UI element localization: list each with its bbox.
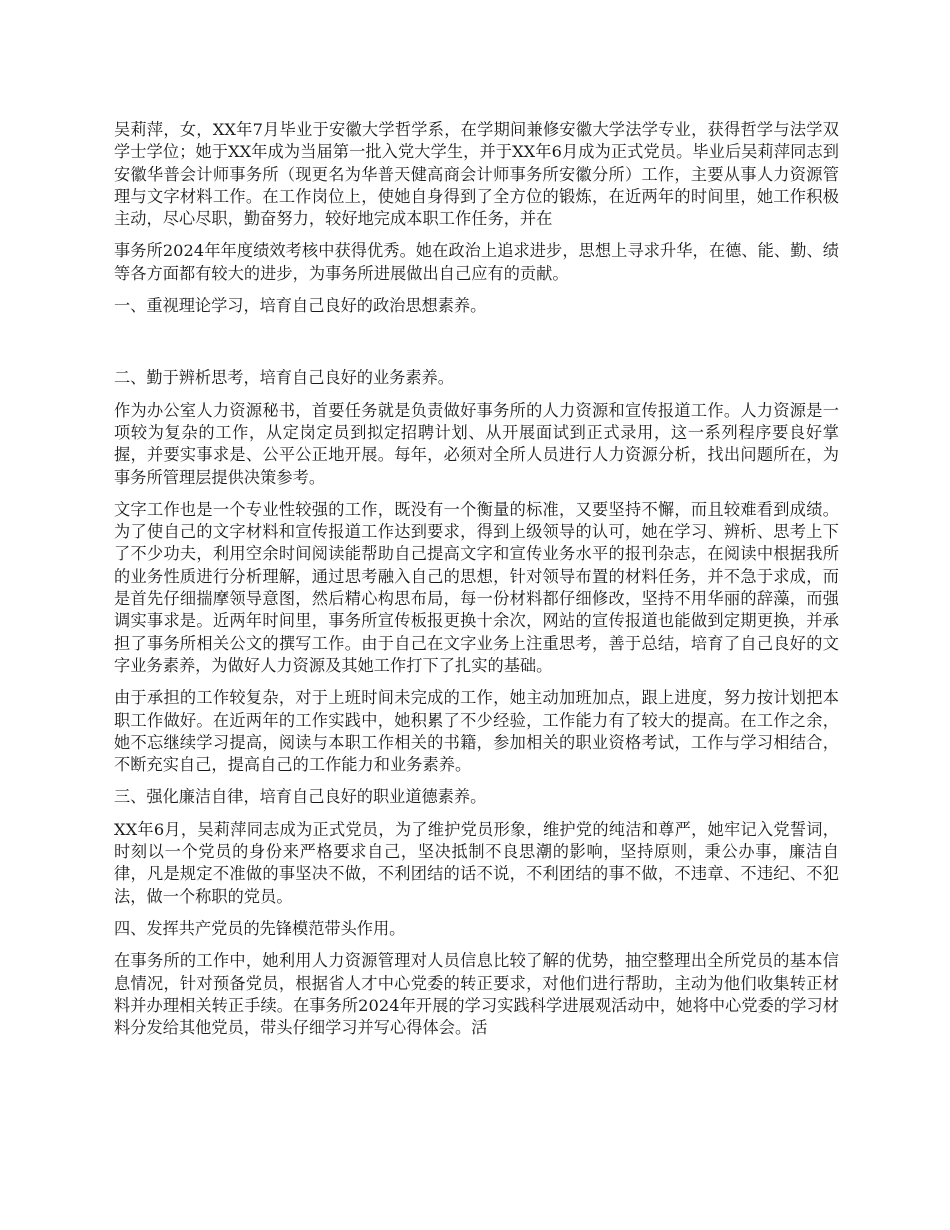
section-heading-4: 四、发挥共产党员的先锋模范带头作用。	[114, 918, 406, 938]
party-member-paragraph: XX年6月，吴莉萍同志成为正式党员，为了维护党员形象，维护党的纯洁和尊严，她牢记入党誓词，时刻以一个党员的身份来严格要求自己，坚决抵制不良思潮的影响，坚持原则，秉公办事，廉洁自律，凡是规定不准做的事坚决不做，不利团结的话不说，不利团结的事不做，不违章、不违纪、不犯法，做一个称职的党员。	[114, 819, 839, 906]
section-heading-2: 二、勤于辨析思考，培育自己良好的业务素养。	[114, 368, 454, 388]
blank-spacer	[114, 327, 839, 367]
vanguard-paragraph: 在事务所的工作中，她利用人力资源管理对人员信息比较了解的优势，抽空整理出全所党员的基本信息情况，针对预备党员，根据省人才中心党委的转正要求，对他们进行帮助，主动为他们收集转正材料并办理相关转正手续。在事务所2024年开展的学习实践科学进展观活动中，她将中心党委的学习材料分发给其他党员，带头仔细学习并写心得体会。活	[114, 951, 839, 1038]
intro-paragraph: 吴莉萍，女，XX年7月毕业于安徽大学哲学系，在学期间兼修安徽大学法学专业，获得哲学与法学双学士学位；她于XX年成为当届第一批入党大学生，并于XX年6月成为正式党员。毕业后吴莉萍同志到安徽华普会计师事务所（现更名为华普天健高商会计师事务所安徽分所）工作，主要从事人力资源管理与文字材料工作。在工作岗位上，使她自身得到了全方位的锻炼，在近两年的时间里，她工作积极主动，尽心尽职，勤奋努力，较好地完成本职工作任务，并在	[114, 120, 839, 229]
document-page	[114, 119, 839, 1049]
hr-paragraph: 作为办公室人力资源秘书，首要任务就是负责做好事务所的人力资源和宣传报道工作。人力资源是一项较为复杂的工作，从定岗定员到拟定招聘计划、从开展面试到正式录用，这一系列程序要良好掌握，并要实事求是、公平公正地开展。每年，必须对全所人员进行人力资源分析，找出问题所在，为事务所管理层提供决策参考。	[114, 400, 839, 487]
section-heading-1: 一、重视理论学习，培育自己良好的政治思想素养。	[114, 296, 487, 316]
section-heading-3: 三、强化廉洁自律，培育自己良好的职业道德素养。	[114, 787, 487, 807]
writing-paragraph: 文字工作也是一个专业性较强的工作，既没有一个衡量的标准，又要坚持不懈，而且较难看到成绩。为了使自己的文字材料和宣传报道工作达到要求，得到上级领导的认可，她在学习、辨析、思考上下了不少功夫，利用空余时间阅读能帮助自己提高文字和宣传业务水平的报刊杂志，在阅读中根据我所的业务性质进行分析理解，通过思考融入自己的思想，针对领导布置的材料任务，并不急于求成，而是首先仔细揣摩领导意图，然后精心构思布局，每一份材料都仔细修改，坚持不用华丽的辞藻，而强调实事求是。近两年时间里，事务所宣传板报更换十余次，网站的宣传报道也能做到定期更换，并承担了事务所相关公文的撰写工作。由于自己在文字业务上注重思考，善于总结，培育了自己良好的文字业务素养，为做好人力资源及其她工作打下了扎实的基础。	[114, 499, 839, 675]
workload-paragraph: 由于承担的工作较复杂，对于上班时间未完成的工作，她主动加班加点，跟上进度，努力按计划把本职工作做好。在近两年的工作实践中，她积累了不少经验，工作能力有了较大的提高。在工作之余，她不忘继续学习提高，阅读与本职工作相关的书籍，参加相关的职业资格考试，工作与学习相结合，不断充实自己，提高自己的工作能力和业务素养。	[114, 688, 839, 775]
performance-paragraph: 事务所2024年年度绩效考核中获得优秀。她在政治上追求进步，思想上寻求升华，在德、能、勤、绩等各方面都有较大的进步，为事务所进展做出自己应有的贡献。	[114, 241, 839, 283]
